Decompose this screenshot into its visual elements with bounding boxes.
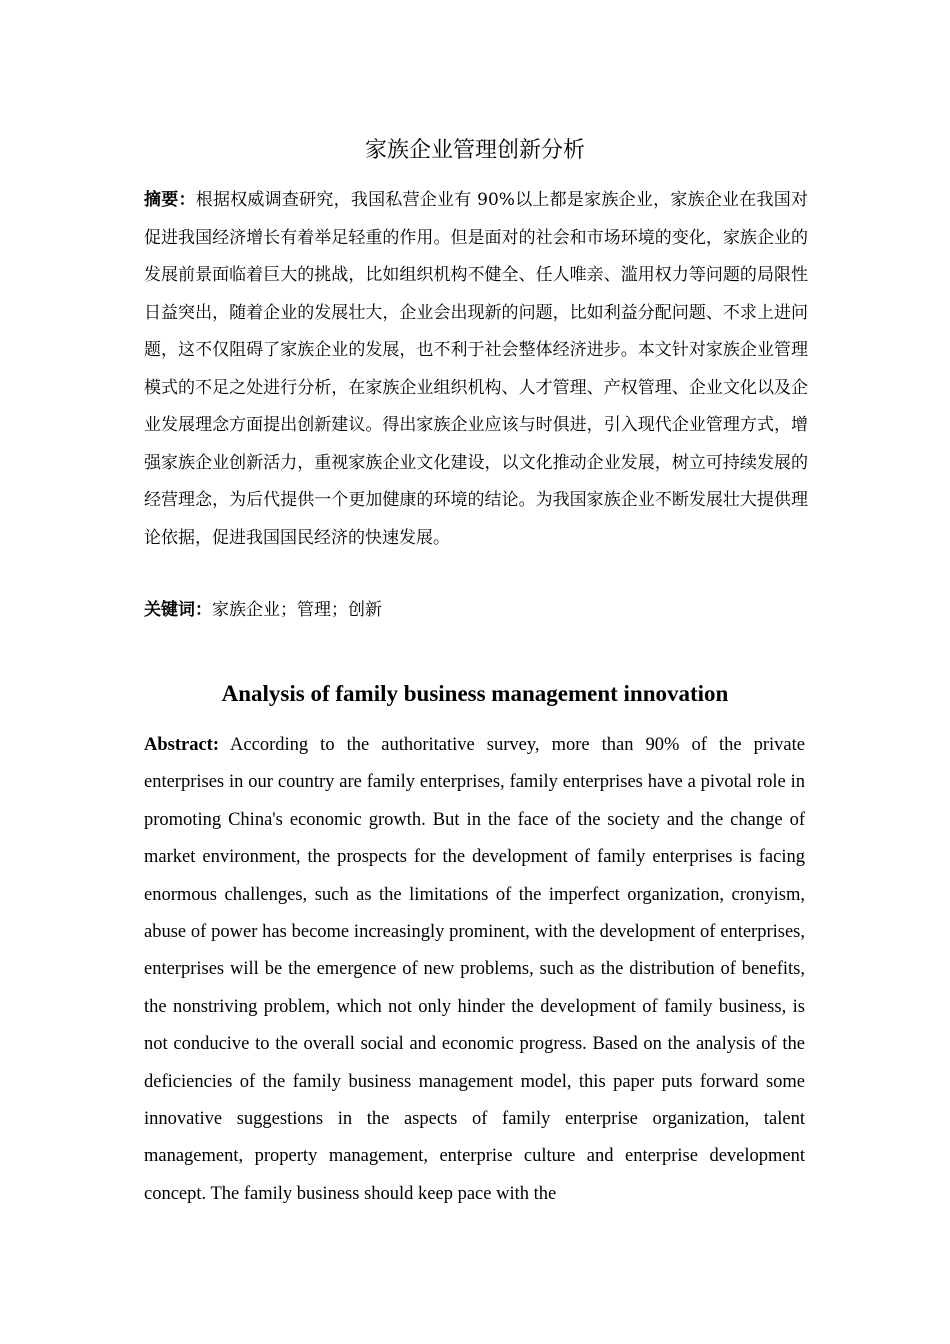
chinese-abstract-text: 根据权威调查研究，我国私营企业有 90%以上都是家族企业，家族企业在我国对促进我国经济增长有着举足轻重的作用。但是面对的社会和市场环境的变化，家族企业的发展前景面临着巨大的挑战，比如组织机构不健全、任人唯亲、滥用权力等问题的局限性日益突出，随着企业的发展壮大，企业会出现新的问题，比如利益分配问题、不求上进问题，这不仅阻碍了家族企业的发展，也不利于社会整体经济进步。本文针对家族企业管理模式的不足之处进行分析，在家族企业组织机构、人才管理、产权管理、企业文化以及企业发展理念方面提出创新建议。得出家族企业应该与时俱进，引入现代企业管理方式，增强家族企业创新活力，重视家族企业文化建设，以文化推动企业发展，树立可持续发展的经营理念，为后代提供一个更加健康的环境的结论。为我国家族企业不断发展壮大提供理论依据，促进我国国民经济的快速发展。	[144, 190, 809, 548]
chinese-keywords-text: 家族企业；管理；创新	[212, 600, 382, 620]
chinese-keywords	[144, 592, 808, 630]
english-title: Analysis of family business management innovation	[221, 681, 729, 706]
chinese-abstract	[144, 182, 808, 557]
chinese-abstract-label: 摘要：	[144, 190, 196, 210]
english-abstract	[144, 727, 805, 1213]
chinese-keywords-label: 关键词：	[144, 600, 212, 620]
chinese-title: 家族企业管理创新分析	[364, 138, 585, 163]
english-abstract-text: According to the authoritative survey, more than 90% of the private enterprises in our country are family enterprises, family enterprises have a pivotal role in promoting China's economic growth. But in the face of the society and the change of market environment, the prospects for the development of family enterprises is facing enormous challenges, such as the limitations of the imperfect organization, cronyism, abuse of power has become increasingly prominent, with the development of enterprises, enterprises will be the emergence of new problems, such as the distribution of benefits, the nonstriving problem, which not only hinder the development of family business, is not conducive to the overall social and economic progress. Based on the analysis of the deficiencies of the family business management model, this paper puts forward some innovative suggestions in the aspects of family enterprise organization, talent management, property management, enterprise culture and enterprise development concept. The family business should keep pace with the	[144, 735, 805, 1204]
english-abstract-label: Abstract:	[144, 735, 220, 755]
